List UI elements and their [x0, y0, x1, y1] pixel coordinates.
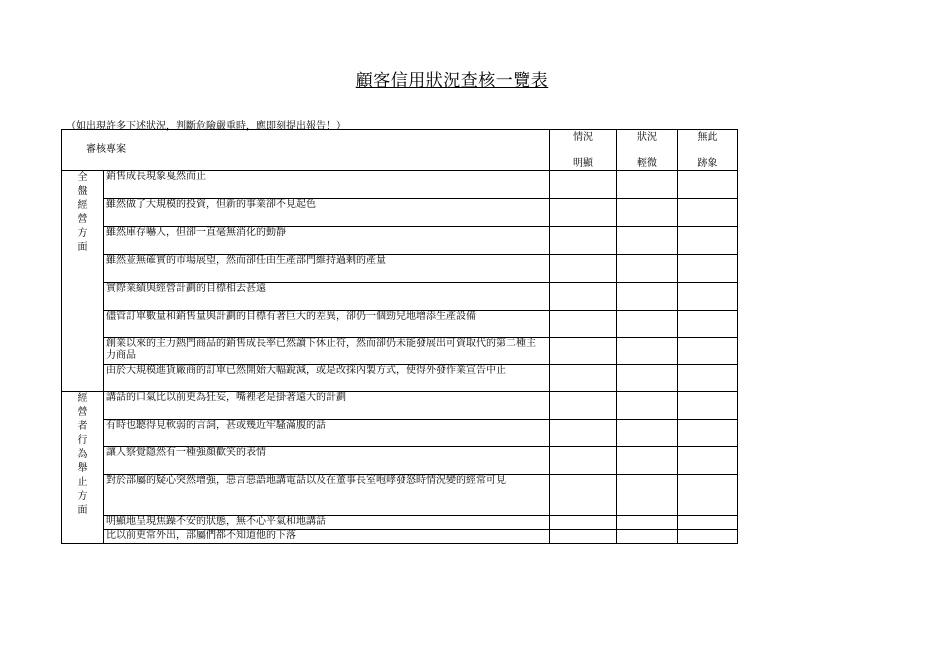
check-item: 實際業績與經營計劃的目標相去甚遠: [104, 283, 550, 311]
check-cell-obvious[interactable]: [550, 227, 617, 255]
check-item: 對於部屬的疑心突然增強，惡言惡語地講電話以及在董事長室咆哮發怒時情況變的經常可見: [104, 475, 550, 516]
check-item: 銷售成長現象戛然而止: [104, 171, 550, 199]
category-cell: [62, 392, 104, 544]
check-item: 雖然庫存嚇人，但卻一直毫無消化的動靜: [104, 227, 550, 255]
check-item: 讓人察覺隱然有一種強顏歡笑的表情: [104, 447, 550, 475]
check-cell-slight[interactable]: [617, 447, 678, 475]
header-row: [62, 130, 738, 171]
check-cell-none[interactable]: [678, 227, 738, 255]
check-cell-none[interactable]: [678, 516, 738, 530]
table-row: [62, 516, 738, 530]
check-cell-none[interactable]: [678, 447, 738, 475]
table-row: [62, 227, 738, 255]
table-row: [62, 530, 738, 544]
check-cell-none[interactable]: [678, 311, 738, 338]
check-cell-obvious[interactable]: [550, 311, 617, 338]
header-obvious: [550, 130, 617, 171]
check-cell-slight[interactable]: [617, 475, 678, 516]
table-row: [62, 255, 738, 283]
check-cell-obvious[interactable]: [550, 516, 617, 530]
table-row: [62, 447, 738, 475]
header-slight-line1: 狀況: [637, 132, 657, 143]
check-cell-none[interactable]: [678, 475, 738, 516]
check-cell-obvious[interactable]: [550, 338, 617, 365]
check-cell-slight[interactable]: [617, 516, 678, 530]
check-cell-obvious[interactable]: [550, 447, 617, 475]
document-title: 顧客信用狀況查核一覽表: [355, 71, 549, 91]
table-row: [62, 338, 738, 365]
table-row: [62, 283, 738, 311]
header-none-line2: 跡象: [697, 158, 718, 169]
check-cell-none[interactable]: [678, 392, 738, 420]
check-cell-none[interactable]: [678, 530, 738, 544]
check-item: 雖然並無確實的市場展望，然而卻任由生產部門維持過剩的產量: [104, 255, 550, 283]
check-item: 有時也聽得見軟弱的言詞，甚或幾近牢騷滿腹的話: [104, 420, 550, 447]
check-cell-slight[interactable]: [617, 227, 678, 255]
header-item-label: 審核專案: [62, 130, 550, 171]
check-cell-obvious[interactable]: [550, 171, 617, 199]
table-row: [62, 311, 738, 338]
header-obvious-line2: 明顯: [573, 158, 593, 169]
table-row: [62, 365, 738, 392]
check-cell-slight[interactable]: [617, 420, 678, 447]
category-cell: [62, 171, 104, 392]
check-item: 講話的口氣比以前更為狂妄，嘴裡老是掛著遠大的計劃: [104, 392, 550, 420]
check-cell-slight[interactable]: [617, 199, 678, 227]
table-row: [62, 420, 738, 447]
check-item: 儘管訂單數量和銷售量與計劃的目標有著巨大的差異，卻仍一個勁兒地增添生產設備: [104, 311, 550, 338]
check-cell-slight[interactable]: [617, 530, 678, 544]
table-row: [62, 392, 738, 420]
check-cell-obvious[interactable]: [550, 199, 617, 227]
check-item: 創業以來的主力熱門商品的銷售成長率已然讀下休止符，然而卻仍未能發展出可資取代的第二種主力商品: [104, 338, 550, 365]
check-cell-slight[interactable]: [617, 255, 678, 283]
check-cell-none[interactable]: [678, 283, 738, 311]
check-cell-obvious[interactable]: [550, 283, 617, 311]
check-cell-slight[interactable]: [617, 311, 678, 338]
table-row: [62, 171, 738, 199]
check-cell-obvious[interactable]: [550, 475, 617, 516]
check-cell-obvious[interactable]: [550, 255, 617, 283]
check-cell-obvious[interactable]: [550, 420, 617, 447]
credit-checklist-table: [61, 129, 738, 544]
check-cell-none[interactable]: [678, 255, 738, 283]
check-cell-slight[interactable]: [617, 338, 678, 365]
check-cell-none[interactable]: [678, 199, 738, 227]
check-cell-slight[interactable]: [617, 365, 678, 392]
check-cell-none[interactable]: [678, 420, 738, 447]
check-cell-obvious[interactable]: [550, 530, 617, 544]
header-slight-line2: 輕微: [637, 158, 657, 169]
check-cell-slight[interactable]: [617, 283, 678, 311]
header-none-line1: 無此: [697, 132, 718, 143]
table-row: [62, 475, 738, 516]
check-cell-none[interactable]: [678, 365, 738, 392]
header-slight: [617, 130, 678, 171]
check-cell-slight[interactable]: [617, 171, 678, 199]
header-obvious-line1: 情況: [573, 132, 593, 143]
instruction-note: （如出現許多下述狀況，判斷危險嚴重時，應即刻提出報告！）: [66, 121, 346, 132]
check-cell-none[interactable]: [678, 171, 738, 199]
check-cell-obvious[interactable]: [550, 392, 617, 420]
check-cell-slight[interactable]: [617, 392, 678, 420]
category-label: 經營者行為舉止方面: [77, 393, 88, 516]
check-cell-obvious[interactable]: [550, 365, 617, 392]
check-item: 由於大規模進貨廠商的訂單已然開始大幅銳減，或是改採內製方式，使得外發作業宣告中止: [104, 365, 550, 392]
category-label: 全盤經營方面: [77, 172, 88, 253]
check-item: 明顯地呈現焦躁不安的狀態，無不心平氣和地講話: [104, 516, 550, 530]
check-cell-none[interactable]: [678, 338, 738, 365]
check-item: 比以前更常外出，部屬們都不知道他的下落: [104, 530, 550, 544]
table-row: [62, 199, 738, 227]
header-none: [678, 130, 738, 171]
check-item: 雖然做了大規模的投資，但新的事業卻不見起色: [104, 199, 550, 227]
